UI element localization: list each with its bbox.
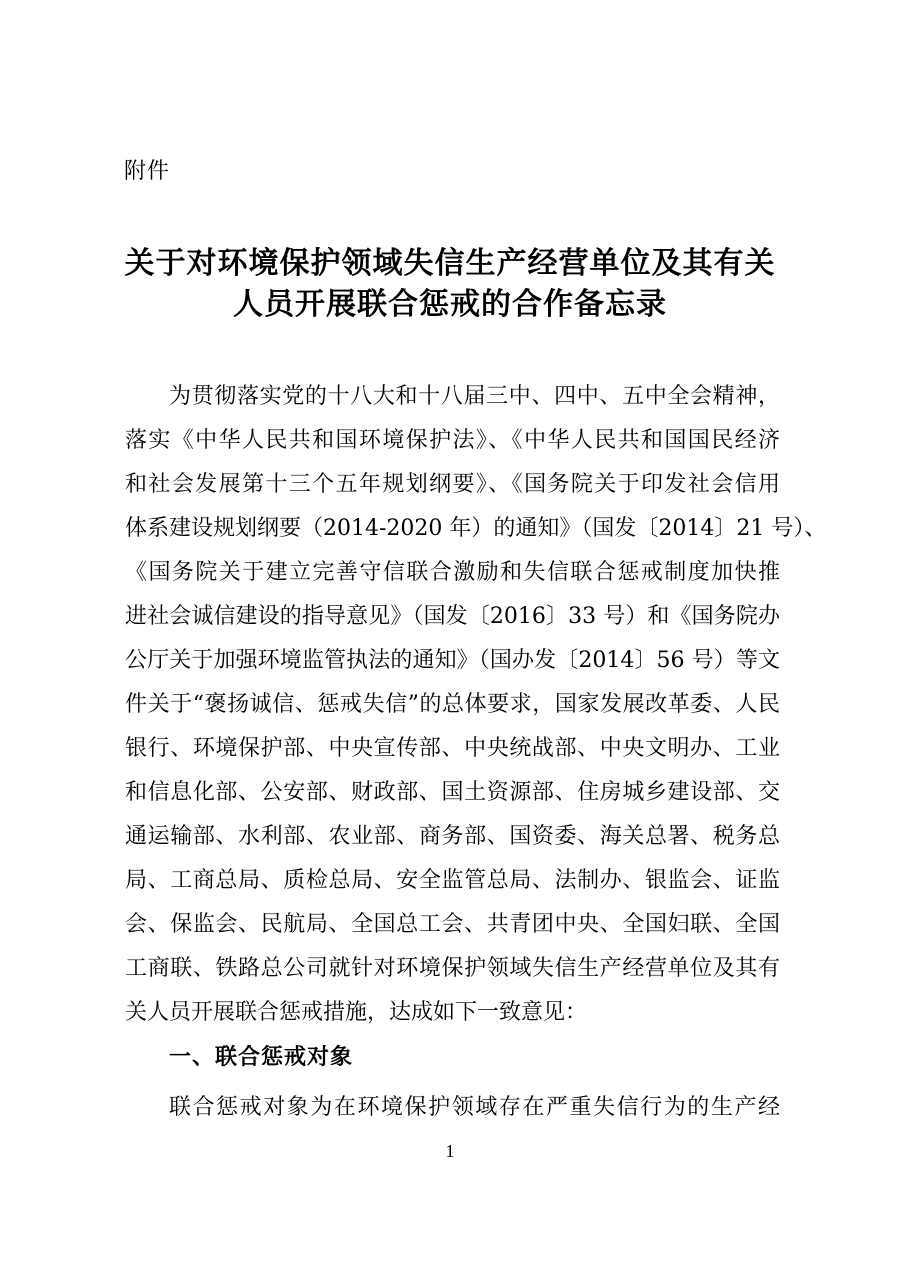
body-line: 公厅关于加强环境监管执法的通知》（国办发〔2014〕56 号）等文 (125, 648, 780, 673)
body-line: 和社会发展第十三个五年规划纲要》、《国务院关于印发社会信用 (125, 472, 780, 497)
body-line: 通运输部、水利部、农业部、商务部、国资委、海关总署、税务总 (125, 824, 780, 849)
body-line: 工商联、铁路总公司就针对环境保护领域失信生产经营单位及其有 (125, 956, 780, 981)
section-paragraph: 联合惩戒对象为在环境保护领域存在严重失信行为的生产经 (169, 1095, 780, 1120)
attachment-label: 附件 (124, 159, 171, 184)
page-number: 1 (445, 1141, 455, 1161)
document-title-line-1: 关于对环境保护领域失信生产经营单位及其有关 (124, 246, 776, 281)
body-line: 局、工商总局、质检总局、安全监管总局、法制办、银监会、证监 (125, 868, 780, 893)
body-line: 《国务院关于建立完善守信联合激励和失信联合惩戒制度加快推 (125, 560, 780, 585)
body-line: 关人员开展联合惩戒措施，达成如下一致意见： (125, 1000, 588, 1025)
section-heading: 一、联合惩戒对象 (169, 1045, 354, 1070)
body-line: 和信息化部、公安部、财政部、国土资源部、住房城乡建设部、交 (125, 780, 780, 805)
body-line: 进社会诚信建设的指导意见》（国发〔2016〕33 号）和《国务院办 (125, 604, 780, 629)
document-title-line-2: 人员开展联合惩戒的合作备忘录 (233, 287, 667, 322)
body-line: 件关于“褒扬诚信、惩戒失信”的总体要求，国家发展改革委、人民 (125, 692, 780, 717)
body-line: 体系建设规划纲要（2014-2020 年）的通知》（国发〔2014〕21 号）、 (125, 516, 827, 541)
body-line: 银行、环境保护部、中央宣传部、中央统战部、中央文明办、工业 (125, 736, 780, 761)
body-line: 会、保监会、民航局、全国总工会、共青团中央、全国妇联、全国 (125, 912, 780, 937)
body-line: 为贯彻落实党的十八大和十八届三中、四中、五中全会精神， (169, 384, 780, 409)
body-line: 落实《中华人民共和国环境保护法》、《中华人民共和国国民经济 (125, 428, 780, 453)
